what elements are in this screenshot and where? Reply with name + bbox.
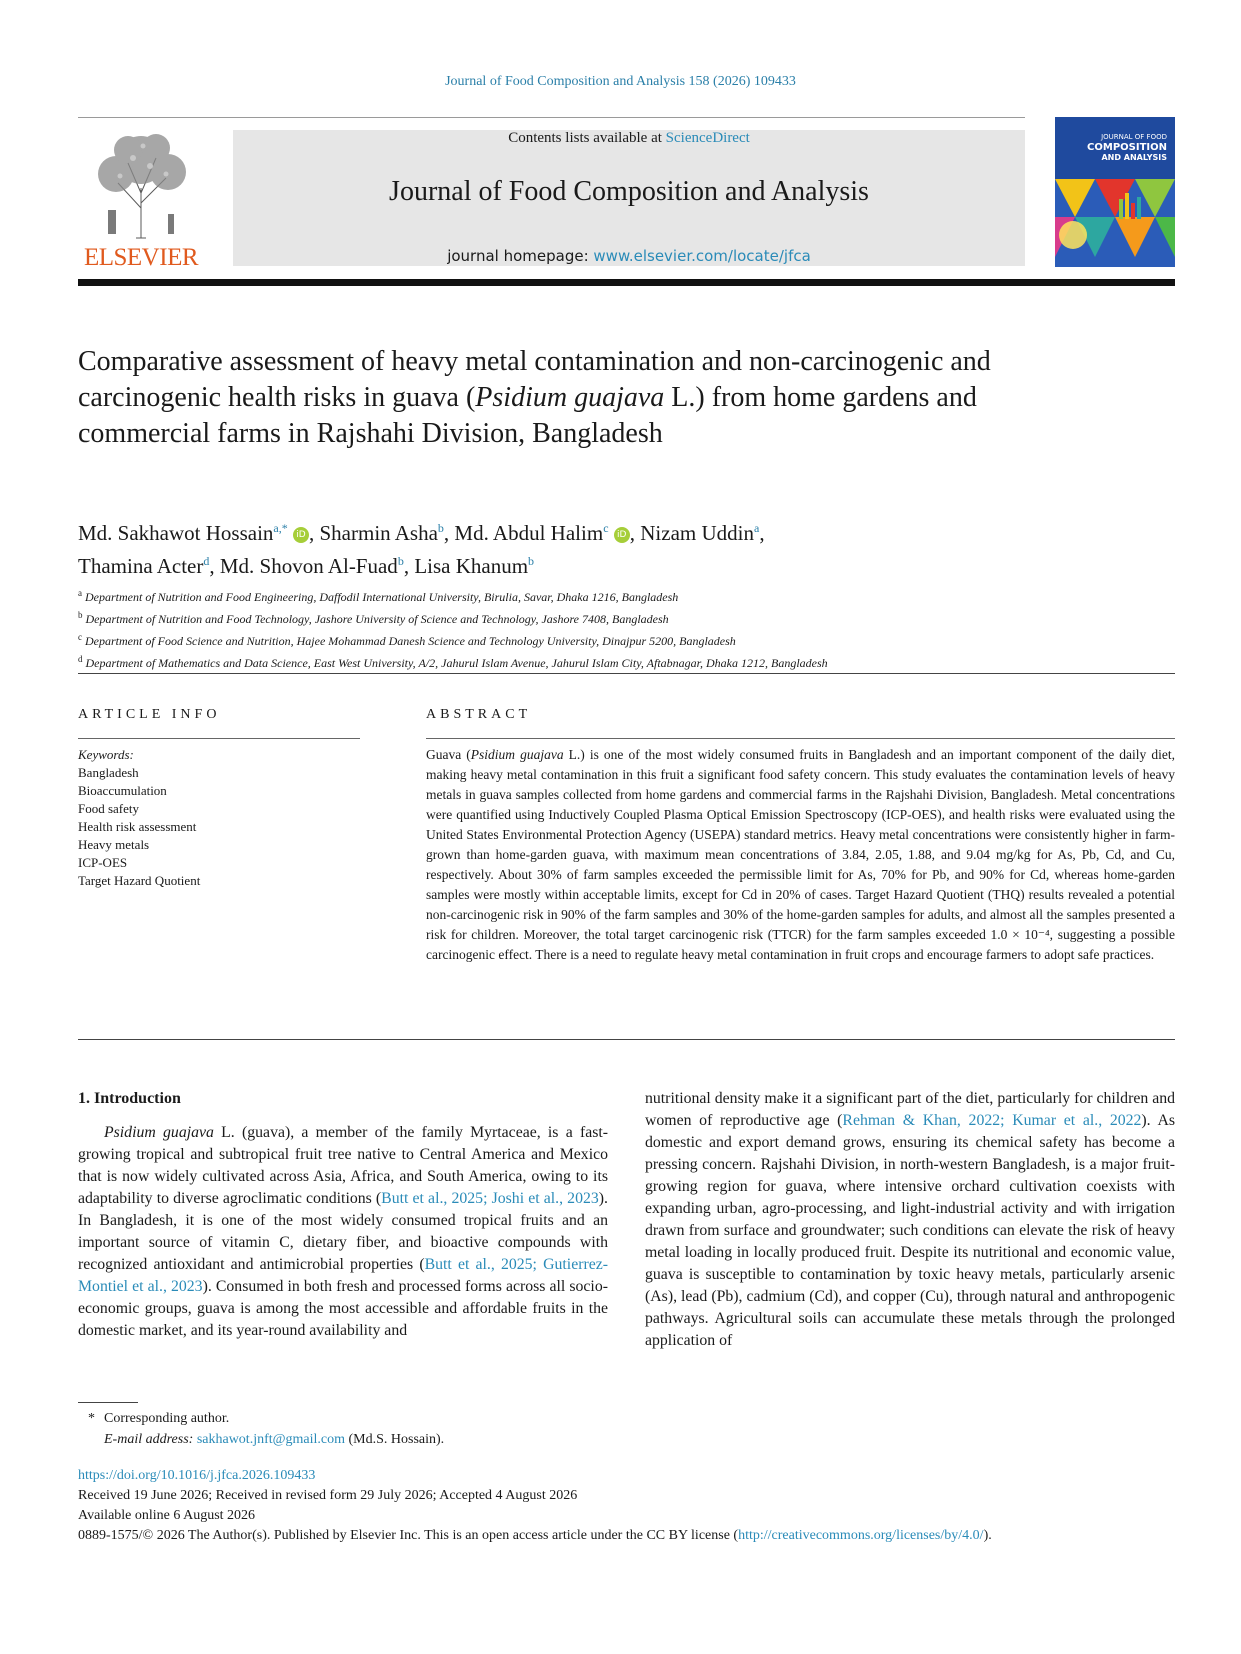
received-dates: Received 19 June 2026; Received in revised form 29 July 2026; Accepted 4 August 2026 (78, 1488, 578, 1503)
article-info-heading: ARTICLE INFO (78, 707, 221, 722)
author-affiliation-marker[interactable]: a,* (273, 521, 288, 535)
license-text: 0889-1575/© 2026 The Author(s). Published by Elsevier Inc. This is an open access article under the CC BY license ( (78, 1528, 739, 1543)
homepage-line (233, 247, 1025, 265)
introduction-heading: 1. Introduction (78, 1090, 181, 1107)
section-rule (78, 673, 1175, 674)
author-separator: , (629, 521, 641, 545)
body-column-right (645, 1088, 1175, 1352)
corresponding-author-footnote (88, 1408, 888, 1450)
intro-text: ). In Bangladesh, it is one of the most widely consumed tropical fruits and an important source of vitamin C, dietary fiber, and bioactive compounds with recognized antioxidant and antimicrobial properties ( (78, 1190, 608, 1273)
cover-text-2: COMPOSITION (1087, 142, 1167, 153)
citation-link[interactable]: Butt et al., 2025; Gutierrez-Montiel et al., 2023 (78, 1256, 609, 1295)
author[interactable]: Md. Shovon Al-Fuad (219, 554, 398, 578)
homepage-link[interactable]: www.elsevier.com/locate/jfca (593, 247, 811, 265)
affiliation-marker: b (78, 610, 83, 620)
author[interactable]: Sharmin Asha (319, 521, 438, 545)
keyword: Target Hazard Quotient (78, 873, 201, 888)
affiliation-a (78, 584, 1178, 606)
author-separator: , (759, 521, 765, 545)
keyword: Heavy metals (78, 837, 150, 852)
affiliation-marker: d (78, 654, 83, 664)
author-list (78, 514, 1078, 580)
intro-text: nutritional density make it a significant part of the diet, particularly for children and women of reproductive age ( (645, 1090, 1175, 1129)
contents-line (233, 130, 1025, 147)
author-affiliation-marker[interactable]: d (203, 554, 210, 568)
homepage-prefix: journal homepage: (447, 247, 594, 265)
author[interactable]: Nizam Uddin (640, 521, 754, 545)
affiliation-text: Department of Nutrition and Food Engineering, Daffodil International University, Birulia, Savar, Dhaka 1216, Bangladesh (85, 590, 679, 604)
sciencedirect-link[interactable]: ScienceDirect (665, 130, 750, 146)
abstract-lead: Guava ( (426, 747, 471, 762)
affiliation-list (78, 584, 1178, 672)
author-separator: , (209, 554, 220, 578)
author[interactable]: Md. Abdul Halim (454, 521, 604, 545)
orcid-icon[interactable]: iD (293, 527, 309, 543)
intro-text: ). As domestic and export demand grows, ensuring its chemical safety has become a pressing concern. Rajshahi Division, in north-western Bangladesh, is a major fruit-growing region for guava, where intensive orchard cultivation coexists with expanding urban, agro-processing, and light-industrial activity and with irrigation drawn from surface and groundwater; such conditions can elevate the risk of heavy metal loading in locally produced fruit. Despite its nutritional and economic value, guava is susceptible to contamination by toxic heavy metals, particularly arsenic (As), lead (Pb), cadmium (Cd), and copper (Cu), through natural and anthropogenic pathways. Agricultural soils can accumulate these metals through the prolonged application of (645, 1112, 1175, 1349)
author-separator: , (309, 521, 320, 545)
contents-prefix: Contents lists available at (508, 130, 666, 146)
title-species: Psidium guajava (475, 382, 665, 413)
abstract-rule (426, 738, 1175, 739)
affiliation-d (78, 650, 1178, 672)
intro-text: ). Consumed in both fresh and processed forms across all socio-economic groups, guava is among the most accessible and affordable fruits in the domestic market, and its year-round availability and (78, 1278, 608, 1339)
affiliation-c (78, 628, 1178, 650)
affiliation-b (78, 606, 1178, 628)
article-info-rule (78, 738, 360, 739)
email-link[interactable]: sakhawot.jnft@gmail.com (196, 1432, 346, 1447)
abstract-body: L.) is one of the most widely consumed fruits in Bangladesh and an important component of the daily diet, making heavy metal contamination in this fruit a significant food safety concern. This study evaluates the contamination levels of heavy metals in guava samples collected from home gardens and commercial farms in the Rajshahi Division, Bangladesh. Metal concentrations were quantified using Inductively Coupled Plasma Optical Emission Spectroscopy (ICP-OES), and health risks were evaluated using the United States Environmental Protection Agency (USEPA) standard metrics. Heavy metal concentrations were consistently higher in farm-grown than home-garden guava, with maximum mean concentrations of 3.84, 2.05, 1.88, and 9.04 mg/kg for As, Pb, Cd, and Cu, respectively. About 30% of farm samples exceeded the permissible limit for As, 70% for Pb, and 90% for Cd, whereas home-garden samples were mostly within acceptable limits, except for Cd in 20% of cases. Target Hazard Quotient (THQ) results revealed a potential non-carcinogenic risk in 90% of the farm samples and 30% of the home-garden samples for adults, and almost all the samples presented a risk for children. Moreover, the total target carcinogenic risk (TTCR) for the farm samples exceeded 1.0 × 10⁻⁴, suggesting a possible carcinogenic effect. There is a need to regulate heavy metal contamination in fruit crops and encourage farmers to adopt safe practices. (426, 747, 1175, 962)
affiliation-marker: a (78, 588, 82, 598)
affiliation-text: Department of Mathematics and Data Science, East West University, A/2, Jahurul Islam Avenue, Jahurul Islam City, Aftabnagar, Dhaka 1212, Bangladesh (85, 656, 828, 670)
corresponding-line (88, 1408, 888, 1429)
cover-text-1: JOURNAL OF FOOD (1101, 133, 1167, 141)
keyword: ICP-OES (78, 855, 128, 870)
email-owner: (Md.S. Hossain). (345, 1432, 445, 1447)
license-line (78, 1526, 1178, 1546)
citation-link[interactable]: Rehman & Khan, 2022; Kumar et al., 2022 (842, 1112, 1142, 1129)
doi-link[interactable]: https://doi.org/10.1016/j.jfca.2026.109433 (78, 1468, 316, 1483)
title-part-2: L.) from home gardens and commercial farms in Rajshahi Division, Bangladesh (78, 382, 977, 449)
body-column-left (78, 1122, 608, 1342)
elsevier-wordmark: ELSEVIER (83, 244, 199, 271)
affiliation-text: Department of Nutrition and Food Technology, Jashore University of Science and Technology, Jashore 7408, Bangladesh (85, 612, 669, 626)
affiliation-text: Department of Food Science and Nutrition, Hajee Mohammad Danesh Science and Technology University, Dinajpur 5200, Bangladesh (85, 634, 736, 648)
intro-text: L. (guava), a member of the family Myrtaceae, is a fast-growing tropical and subtropical fruit tree native to Central America and Mexico that is now widely cultivated across Asia, Africa, and South America, owing to its adaptability to diverse agroclimatic conditions ( (78, 1124, 609, 1207)
title-part-1: Comparative assessment of heavy metal contamination and non-carcinogenic and carcinogenic health risks in guava ( (78, 346, 991, 413)
keywords-block (78, 746, 378, 890)
cover-text-3: AND ANALYSIS (1101, 153, 1167, 162)
corresponding-label: Corresponding author. (104, 1411, 230, 1426)
email-line (88, 1429, 888, 1450)
author[interactable]: Thamina Acter (78, 554, 204, 578)
abstract-species: Psidium guajava (470, 747, 564, 762)
journal-reference[interactable]: Journal of Food Composition and Analysis 158 (2026) 109433 (445, 74, 796, 89)
email-label: E-mail address: (104, 1432, 194, 1447)
header-rule (78, 117, 1025, 118)
keyword: Food safety (78, 801, 140, 816)
journal-title: Journal of Food Composition and Analysis (389, 176, 869, 207)
author-affiliation-marker[interactable]: b (528, 554, 535, 568)
intro-paragraph (78, 1122, 608, 1342)
header-thick-rule (78, 279, 1175, 286)
author[interactable]: Lisa Khanum (414, 554, 529, 578)
citation-link[interactable]: Butt et al., 2025; Joshi et al., 2023 (381, 1190, 599, 1207)
author-affiliation-marker[interactable]: a (754, 521, 760, 535)
author-affiliation-marker[interactable]: b (437, 521, 444, 535)
journal-cover-image (1055, 117, 1175, 267)
footnote-rule (78, 1402, 138, 1403)
affiliation-marker: c (78, 632, 82, 642)
license-link[interactable]: http://creativecommons.org/licenses/by/4.0/ (738, 1528, 984, 1543)
abstract-text (426, 745, 1175, 965)
publication-info (78, 1466, 1178, 1546)
author-separator: , (403, 554, 415, 578)
article-title (78, 344, 1028, 452)
author-separator: , (443, 521, 455, 545)
author-affiliation-marker[interactable]: c (603, 521, 609, 535)
species-name: Psidium guajava (104, 1124, 214, 1141)
keyword: Bangladesh (78, 765, 139, 780)
abstract-bottom-rule (78, 1039, 1175, 1040)
abstract-heading: ABSTRACT (426, 707, 532, 722)
orcid-icon[interactable]: iD (614, 527, 630, 543)
license-suffix: ). (983, 1528, 992, 1543)
author-affiliation-marker[interactable]: b (397, 554, 404, 568)
keywords-label: Keywords: (78, 747, 134, 762)
keyword: Health risk assessment (78, 819, 197, 834)
author[interactable]: Md. Sakhawot Hossain (78, 521, 274, 545)
keyword: Bioaccumulation (78, 783, 167, 798)
footnote-star: * (88, 1411, 95, 1426)
intro-paragraph-continued (645, 1088, 1175, 1352)
available-online: Available online 6 August 2026 (78, 1508, 256, 1523)
